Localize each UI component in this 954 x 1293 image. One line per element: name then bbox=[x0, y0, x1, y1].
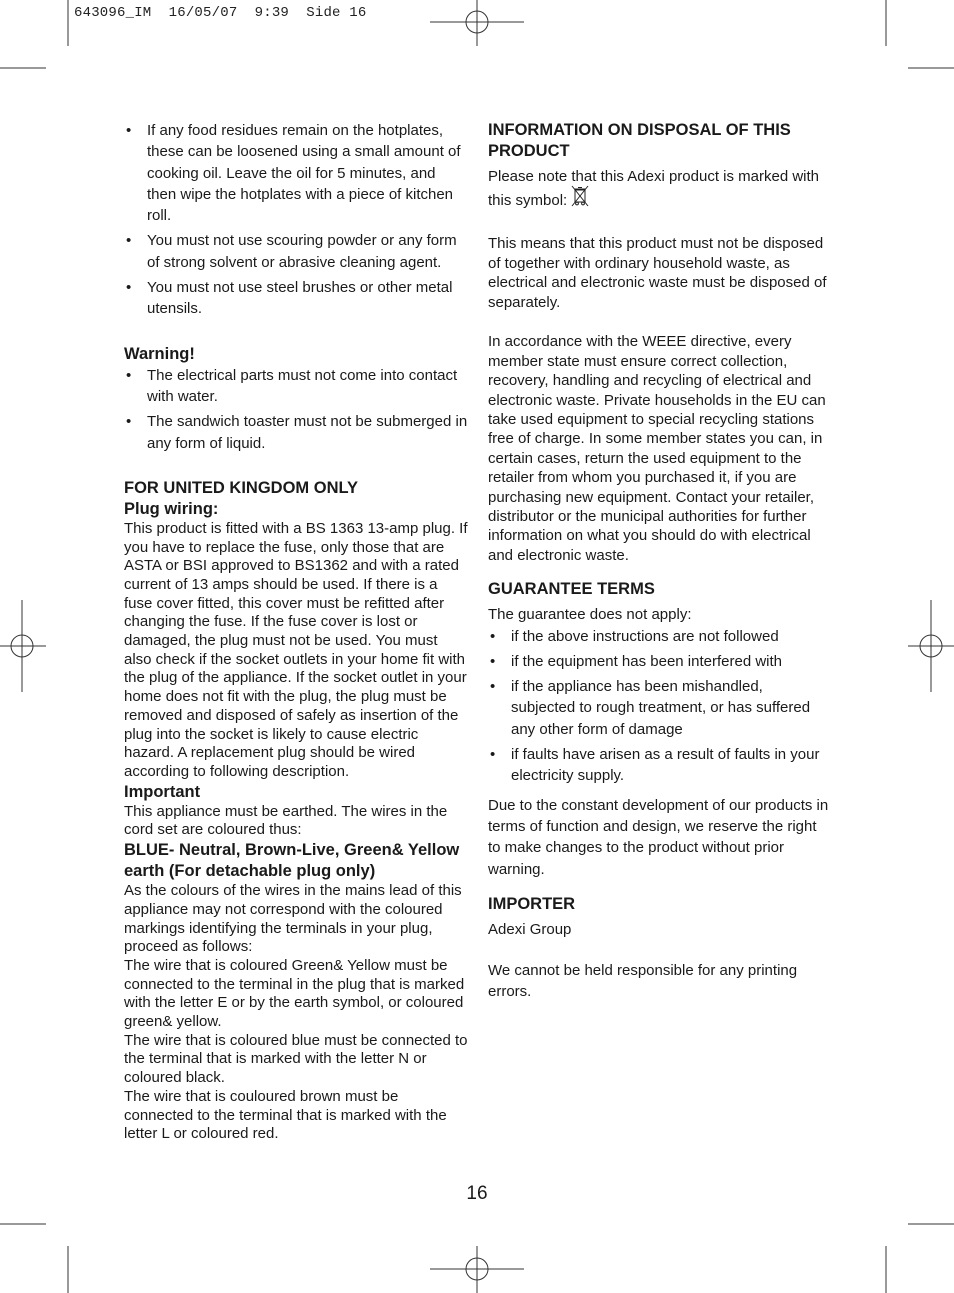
disposal-paragraph: In accordance with the WEEE directive, every member state must ensure correct collection, recovery, handling and recycling of electrical and electronic waste. Private households in the EU can take used equipment to special recycling stations free of charge. In some member states you can, in certain cases, return the used equipment to the retailer from whom you purchased it, if you are purchasing new equipment. Contact your retailer, distributor or the municipal authorities for further information on what you should do with electrical and electronic waste. bbox=[488, 333, 826, 564]
wire-colours-paragraph: The wire that is coloured Green& Yellow must be connected to the terminal in the plug that is marked with the letter E or by the earth symbol, or coloured green& yellow. bbox=[124, 956, 465, 1031]
wire-colours-heading: BLUE- Neutral, Brown-Live, Green& Yellow bbox=[124, 841, 460, 860]
left-column bbox=[124, 120, 468, 1144]
uk-only-heading: FOR UNITED KINGDOM ONLY bbox=[124, 478, 359, 497]
right-column bbox=[488, 120, 830, 1003]
crossed-out-wheelie-bin-icon bbox=[571, 185, 589, 213]
guarantee-note: Due to the constant development of our products in terms of function and design, we reserve the right to make changes to the product without prior warning. bbox=[488, 796, 829, 878]
list-item: • You must not use steel brushes or other metal utensils. bbox=[124, 277, 468, 320]
guarantee-intro: The guarantee does not apply: bbox=[488, 606, 692, 624]
important-text: This appliance must be earthed. The wires in the cord set are coloured thus: bbox=[124, 802, 448, 839]
importer-name: Adexi Group bbox=[488, 920, 572, 938]
guarantee-heading: GUARANTEE TERMS bbox=[488, 580, 655, 599]
earth-heading: earth (For detachable plug only) bbox=[124, 862, 376, 881]
wire-colours-paragraph: The wire that is coloured blue must be connected to the terminal that is marked with the letter N or coloured black. bbox=[124, 1031, 468, 1087]
plug-wiring-heading: Plug wiring: bbox=[124, 499, 219, 518]
list-item: • If any food residues remain on the hotplates, these can be loosened using a small amount of cooking oil. Leave the oil for 5 minutes, and then wipe the hotplates with a piece of kitchen roll. bbox=[124, 120, 468, 226]
list-item: • The electrical parts must not come into contact with water. bbox=[124, 365, 468, 408]
list-item: • You must not use scouring powder or any form of strong solvent or abrasive cleaning agent. bbox=[124, 230, 468, 273]
page-number: 16 bbox=[466, 1183, 488, 1204]
disposal-heading: INFORMATION ON DISPOSAL OF THIS PRODUCT bbox=[488, 121, 791, 160]
important-heading: Important bbox=[124, 782, 201, 801]
print-slug-line: 643096_IM 16/05/07 9:39 Side 16 bbox=[74, 5, 367, 21]
wire-colours-paragraph: The wire that is couloured brown must be connected to the terminal that is marked with the letter L or coloured red. bbox=[124, 1087, 447, 1143]
warning-heading: Warning! bbox=[124, 344, 195, 363]
list-item: • if the appliance has been mishandled, subjected to rough treatment, or has suffered any other form of damage bbox=[488, 676, 830, 740]
list-item: • if the above instructions are not followed bbox=[488, 626, 830, 647]
disposal-paragraph: This means that this product must not be disposed of together with ordinary household waste, as electrical and electronic waste must be disposed of separately. bbox=[488, 235, 827, 311]
wire-colours-paragraph: As the colours of the wires in the mains lead of this appliance may not correspond with the coloured markings identifying the terminals in your plug, proceed as follows: bbox=[124, 882, 462, 956]
list-item: • if the equipment has been interfered with bbox=[488, 651, 830, 672]
printing-errors-note: We cannot be held responsible for any printing errors. bbox=[488, 962, 798, 1001]
importer-heading: IMPORTER bbox=[488, 894, 576, 913]
warning-list bbox=[124, 365, 468, 454]
guarantee-list bbox=[488, 626, 830, 787]
plug-wiring-text: This product is fitted with a BS 1363 13-amp plug. If you have to replace the fuse, only those that are ASTA or BSI approved to BS1362 and with a rated current of 13 amps should be used. If there is a fuse cover fitted, this cover must be refitted after changing the fuse. If the fuse cover is lost or damaged, the plug must not be used. You must also check if the socket outlets in your home fit with the plug of the appliance. If the socket outlet in your home does not fit with the plug, the plug must be removed and disposed of safely as insertion of the plug into the socket is likely to cause electric hazard. A replacement plug should be wired according to following description. bbox=[124, 519, 468, 780]
disposal-intro-text: Please note that this Adexi product is marked with this symbol: bbox=[488, 168, 820, 209]
list-item: • The sandwich toaster must not be submerged in any form of liquid. bbox=[124, 411, 468, 454]
cleaning-list bbox=[124, 120, 468, 320]
list-item: • if faults have arisen as a result of faults in your electricity supply. bbox=[488, 744, 830, 787]
disposal-intro bbox=[488, 168, 830, 214]
